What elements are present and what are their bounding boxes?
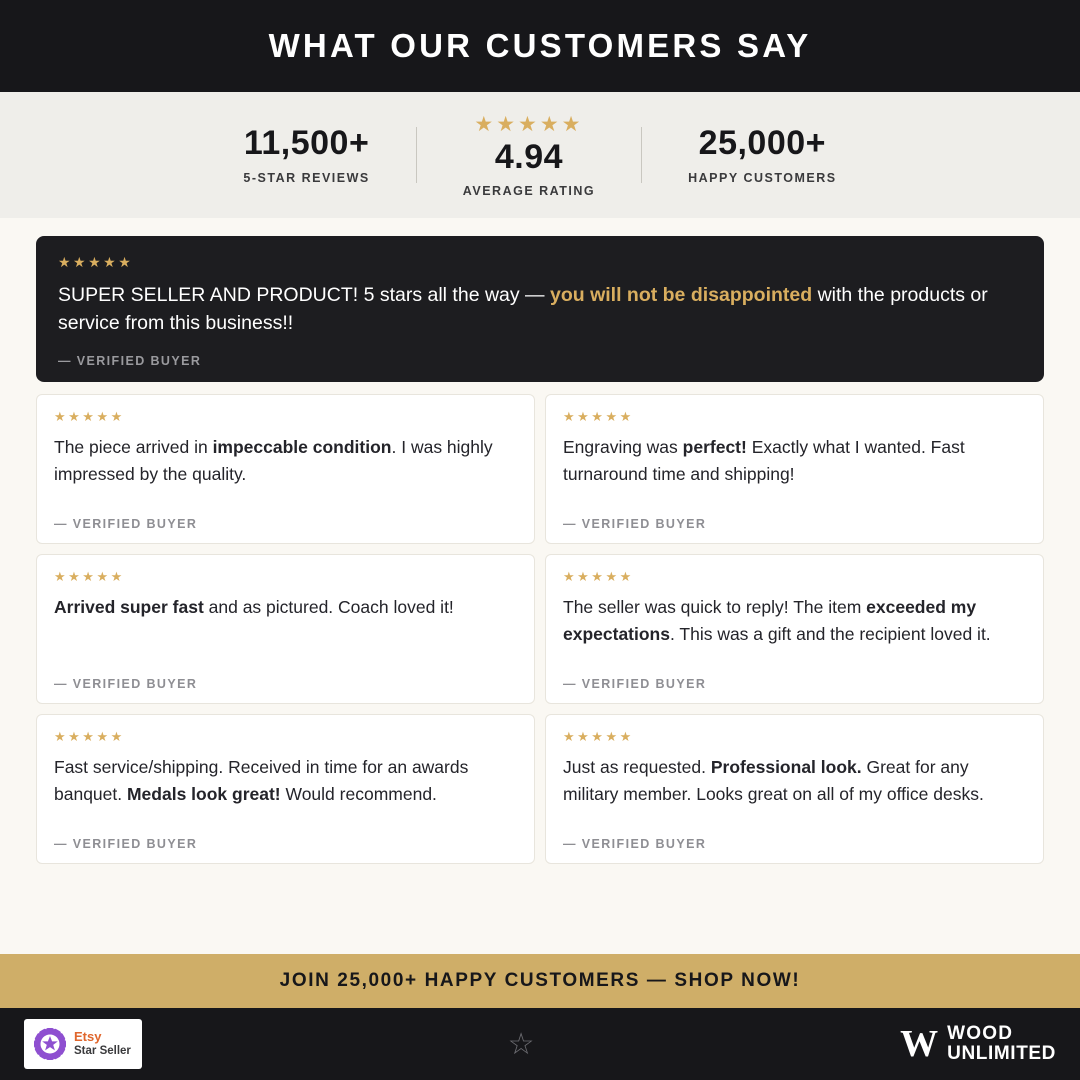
star-rating-icon: ★★★★★: [54, 728, 125, 744]
featured-text-before: SUPER SELLER AND PRODUCT! 5 stars all the way —: [58, 284, 550, 306]
stat-customers-value: 25,000+: [698, 124, 827, 163]
featured-review-text: [58, 281, 1022, 338]
page-header: [0, 0, 1080, 92]
review-text: Arrived super fast and as pictured. Coach loved it!: [54, 596, 454, 617]
review-card: [36, 714, 535, 864]
stat-reviews: [197, 125, 415, 184]
etsy-badge-text: [74, 1030, 131, 1058]
page-title: WHAT OUR CUSTOMERS SAY: [268, 27, 812, 64]
stat-rating-value: 4.94: [494, 137, 564, 176]
featured-review-byline: — VERIFIED BUYER: [58, 353, 202, 368]
review-text: Engraving was perfect! Exactly what I wanted. Fast turnaround time and shipping!: [563, 436, 965, 484]
star-outline-icon: ☆: [507, 1027, 535, 1061]
brand-line-wood: WOOD: [947, 1023, 1014, 1045]
stat-reviews-value: 11,500+: [243, 124, 370, 163]
featured-review-card: [36, 236, 1044, 382]
review-byline: — VERIFIED BUYER: [563, 516, 707, 531]
stats-bar: [0, 92, 1080, 218]
review-byline: — VERIFIED BUYER: [563, 676, 707, 691]
star-rating-icon: ★★★★★: [563, 408, 634, 424]
cta-label: JOIN 25,000+ HAPPY CUSTOMERS — SHOP NOW!: [279, 970, 801, 991]
review-byline: — VERIFIED BUYER: [54, 836, 198, 851]
star-rating-icon: ★★★★★: [58, 254, 134, 270]
stat-rating: [417, 112, 641, 198]
review-text: Just as requested. Professional look. Great for any military member. Looks great on all of my office desks.: [563, 756, 984, 804]
brand-line-unlimited: UNLIMITED: [947, 1043, 1056, 1064]
review-text: The piece arrived in impeccable condition. I was highly impressed by the quality.: [54, 436, 493, 484]
featured-text-after: with the products or service from this business!!: [58, 284, 988, 335]
star-rating-icon: ★★★★★: [563, 568, 634, 584]
stat-customers: [642, 125, 882, 184]
stat-reviews-label: 5-STAR REVIEWS: [243, 170, 370, 185]
featured-text-highlight: you will not be disappointed: [549, 284, 813, 306]
brand-logo: [900, 1024, 1056, 1064]
brand-wordmark: [947, 1024, 1056, 1064]
reviews-section: [0, 218, 1080, 940]
page-footer: [0, 1008, 1080, 1080]
review-card: [36, 554, 535, 704]
review-text: Fast service/shipping. Received in time for an awards banquet. Medals look great! Would recommend.: [54, 756, 469, 804]
etsy-star-seller-label: Star Seller: [74, 1044, 131, 1057]
cta-banner[interactable]: [0, 954, 1080, 1008]
review-text: The seller was quick to reply! The item exceeded my expectations. This was a gift and the recipient loved it.: [563, 596, 991, 644]
etsy-wordmark: Etsy: [74, 1028, 102, 1044]
review-byline: — VERIFIED BUYER: [54, 516, 198, 531]
etsy-star-seller-badge: [24, 1019, 142, 1069]
star-rating-icon: ★★★★★: [563, 728, 634, 744]
rating-stars-icon: ★★★★★: [474, 112, 584, 136]
star-rating-icon: ★★★★★: [54, 408, 125, 424]
reviews-grid: [36, 394, 1044, 864]
review-byline: — VERIFIED BUYER: [563, 836, 707, 851]
stat-customers-label: HAPPY CUSTOMERS: [688, 170, 837, 185]
review-card: [545, 714, 1044, 864]
etsy-seal-icon: [33, 1027, 67, 1061]
star-rating-icon: ★★★★★: [54, 568, 125, 584]
review-card: [545, 394, 1044, 544]
review-byline: — VERIFIED BUYER: [54, 676, 198, 691]
review-card: [36, 394, 535, 544]
review-card: [545, 554, 1044, 704]
stat-rating-label: AVERAGE RATING: [462, 184, 596, 199]
brand-mark-w: W: [900, 1023, 937, 1065]
